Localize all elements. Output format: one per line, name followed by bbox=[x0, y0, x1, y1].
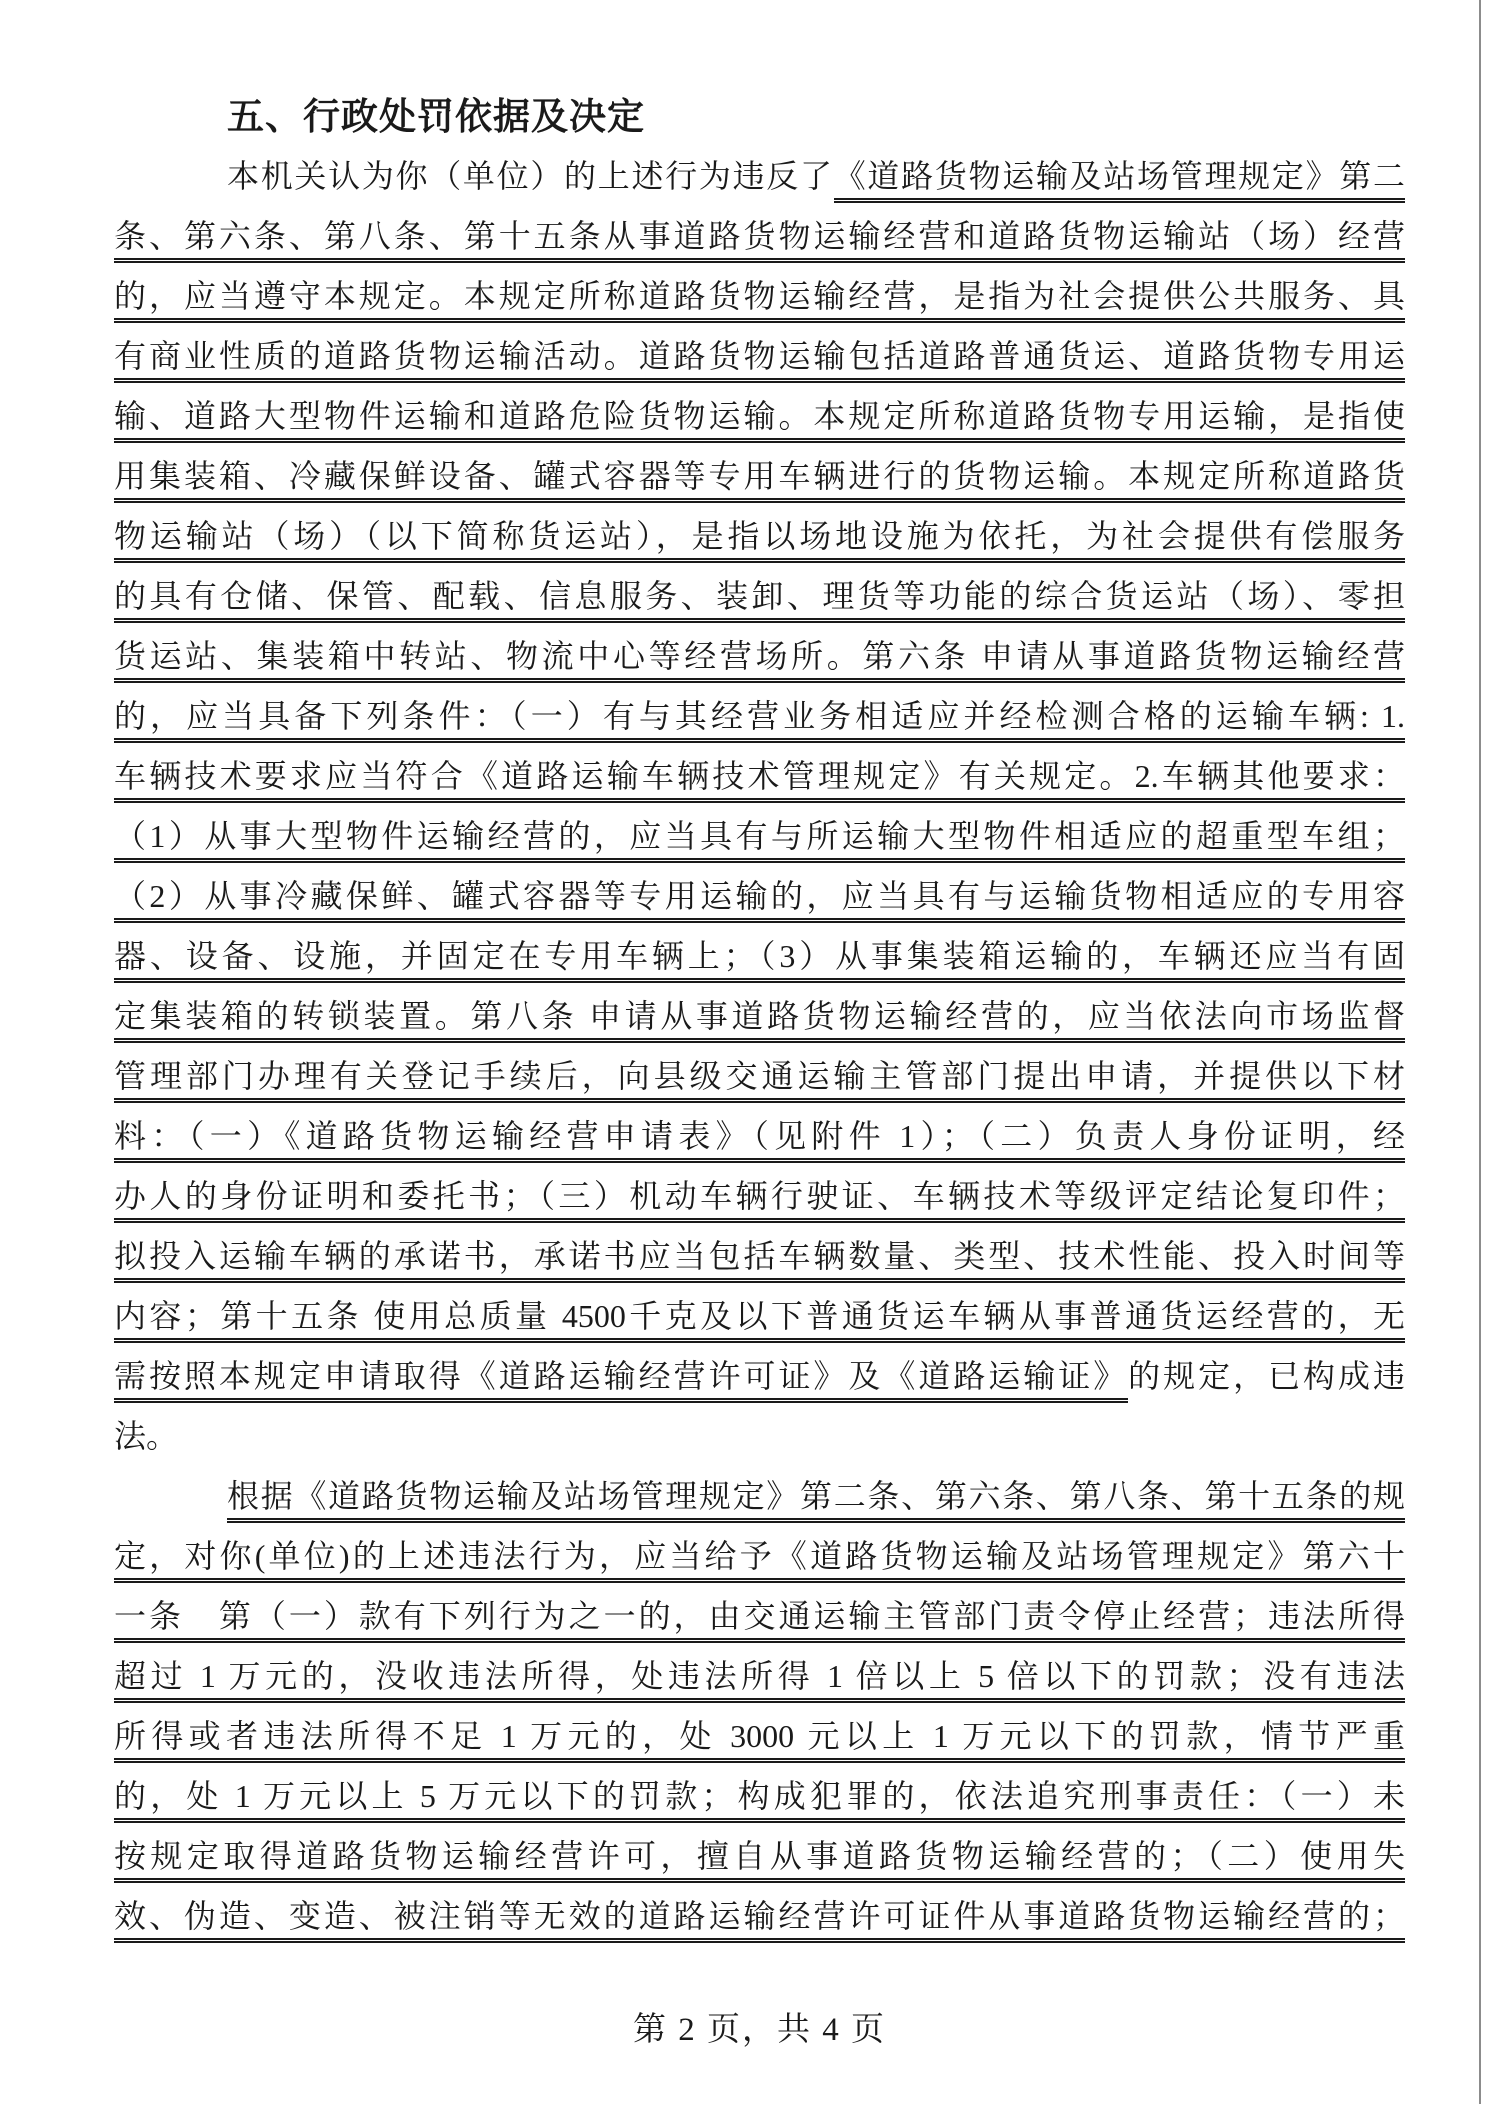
underlined-text: 按规定取得道路货物运输经营许可，擅自从事道路货物运输经营的；（二）使用失 bbox=[114, 1838, 1405, 1883]
text-line bbox=[114, 1170, 1405, 1230]
underlined-text: 器、设备、设施，并固定在专用车辆上；（3）从事集装箱运输的，车辆还应当有固 bbox=[114, 938, 1405, 983]
underlined-text: 用集装箱、冷藏保鲜设备、罐式容器等专用车辆进行的货物运输。本规定所称道路货 bbox=[114, 458, 1405, 503]
text-line bbox=[114, 1830, 1405, 1890]
text-line bbox=[114, 1350, 1405, 1410]
underlined-text: 定，对你(单位)的上述违法行为，应当给予《道路货物运输及站场管理规定》第六十 bbox=[114, 1538, 1405, 1583]
text-line bbox=[114, 1590, 1405, 1650]
underlined-text: 所得或者违法所得不足 1 万元的，处 3000 元以上 1 万元以下的罚款，情节严重 bbox=[114, 1718, 1405, 1763]
document-body bbox=[114, 150, 1405, 1950]
text-line bbox=[114, 930, 1405, 990]
underlined-text: 的，处 1 万元以上 5 万元以下的罚款；构成犯罪的，依法追究刑事责任：（一）未 bbox=[114, 1778, 1405, 1823]
underlined-text: 拟投入运输车辆的承诺书，承诺书应当包括车辆数量、类型、技术性能、投入时间等 bbox=[114, 1238, 1405, 1283]
text-line bbox=[114, 450, 1405, 510]
underlined-text: 一条 第（一）款有下列行为之一的，由交通运输主管部门责令停止经营；违法所得 bbox=[114, 1598, 1405, 1643]
text-line bbox=[114, 270, 1405, 330]
text-line bbox=[114, 330, 1405, 390]
underlined-text: 车辆技术要求应当符合《道路运输车辆技术管理规定》有关规定。2.车辆其他要求： bbox=[114, 758, 1405, 803]
text-line bbox=[114, 990, 1405, 1050]
text-line bbox=[114, 1530, 1405, 1590]
underlined-text: 办人的身份证明和委托书；（三）机动车辆行驶证、车辆技术等级评定结论复印件； bbox=[114, 1178, 1405, 1223]
underlined-text: 的，应当遵守本规定。本规定所称道路货物运输经营，是指为社会提供公共服务、具 bbox=[114, 278, 1405, 323]
underlined-text: 根据《道路货物运输及站场管理规定》第二条、第六条、第八条、第十五条的规 bbox=[227, 1478, 1405, 1523]
underlined-text: 料：（一）《道路货物运输经营申请表》（见附件 1）；（二）负责人身份证明，经 bbox=[114, 1118, 1405, 1163]
text-line bbox=[114, 1110, 1405, 1170]
line-text: 的规定，已构成违 bbox=[1128, 1358, 1405, 1394]
line-text: 本机关认为你（单位）的上述行为违反了 bbox=[227, 158, 834, 194]
text-line bbox=[114, 1230, 1405, 1290]
underlined-text: 需按照本规定申请取得《道路运输经营许可证》及《道路运输证》 bbox=[114, 1358, 1128, 1403]
text-line bbox=[114, 1650, 1405, 1710]
text-line bbox=[114, 810, 1405, 870]
text-line bbox=[114, 210, 1405, 270]
text-line bbox=[114, 690, 1405, 750]
text-line bbox=[114, 630, 1405, 690]
page-number: 第 2 页，共 4 页 bbox=[633, 2012, 886, 2048]
underlined-text: 内容；第十五条 使用总质量 4500千克及以下普通货运车辆从事普通货运经营的，无 bbox=[114, 1298, 1405, 1343]
text-line bbox=[114, 570, 1405, 630]
underlined-text: 物运输站（场）（以下简称货运站），是指以场地设施为依托，为社会提供有偿服务 bbox=[114, 518, 1405, 563]
underlined-text: 定集装箱的转锁装置。第八条 申请从事道路货物运输经营的，应当依法向市场监督 bbox=[114, 998, 1405, 1043]
underlined-text: 的，应当具备下列条件：（一）有与其经营业务相适应并经检测合格的运输车辆: 1. bbox=[114, 698, 1405, 743]
underlined-text: 输、道路大型物件运输和道路危险货物运输。本规定所称道路货物专用运输，是指使 bbox=[114, 398, 1405, 443]
underlined-text: 《道路货物运输及站场管理规定》第二 bbox=[834, 158, 1405, 203]
text-line bbox=[114, 150, 1405, 210]
underlined-text: 超过 1 万元的，没收违法所得，处违法所得 1 倍以上 5 倍以下的罚款；没有违法 bbox=[114, 1658, 1405, 1703]
line-text: 法。 bbox=[114, 1418, 179, 1454]
underlined-text: （2）从事冷藏保鲜、罐式容器等专用运输的，应当具有与运输货物相适应的专用容 bbox=[114, 878, 1405, 923]
underlined-text: 货运站、集装箱中转站、物流中心等经营场所。第六条 申请从事道路货物运输经营 bbox=[114, 638, 1405, 683]
underlined-text: 条、第六条、第八条、第十五条从事道路货物运输经营和道路货物运输站（场）经营 bbox=[114, 218, 1405, 263]
text-line bbox=[114, 750, 1405, 810]
text-line bbox=[114, 1290, 1405, 1350]
underlined-text: 有商业性质的道路货物运输活动。道路货物运输包括道路普通货运、道路货物专用运 bbox=[114, 338, 1405, 383]
text-line bbox=[114, 870, 1405, 930]
text-line bbox=[114, 1470, 1405, 1530]
text-line bbox=[114, 1710, 1405, 1770]
underlined-text: 的具有仓储、保管、配载、信息服务、装卸、理货等功能的综合货运站（场）、零担 bbox=[114, 578, 1405, 623]
underlined-text: 管理部门办理有关登记手续后，向县级交通运输主管部门提出申请，并提供以下材 bbox=[114, 1058, 1405, 1103]
scan-edge-line bbox=[1479, 0, 1481, 2104]
text-line bbox=[114, 390, 1405, 450]
text-line bbox=[114, 510, 1405, 570]
text-line bbox=[114, 1410, 1405, 1470]
text-line bbox=[114, 1050, 1405, 1110]
underlined-text: 效、伪造、变造、被注销等无效的道路运输经营许可证件从事道路货物运输经营的； bbox=[114, 1898, 1405, 1943]
text-line bbox=[114, 1890, 1405, 1950]
text-line bbox=[114, 1770, 1405, 1830]
section-heading: 五、行政处罚依据及决定 bbox=[227, 96, 645, 137]
underlined-text: （1）从事大型物件运输经营的，应当具有与所运输大型物件相适应的超重型车组； bbox=[114, 818, 1405, 863]
